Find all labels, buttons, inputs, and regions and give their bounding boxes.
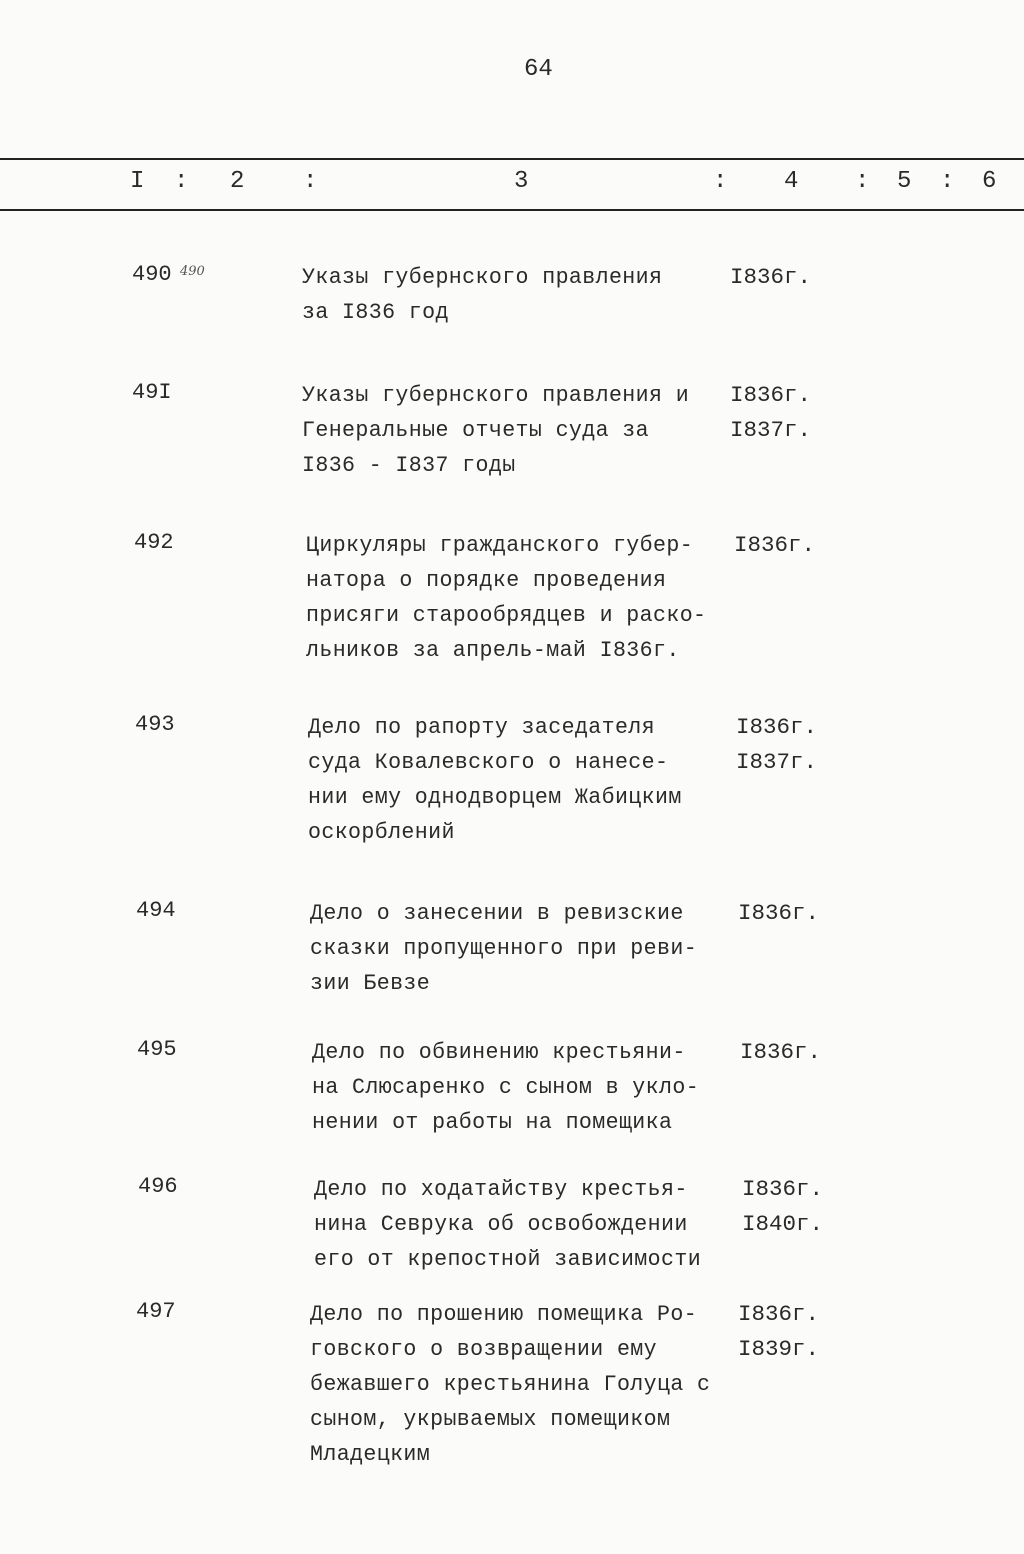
description-line: Генеральные отчеты суда за [302,417,650,443]
column-header-6: 6 [982,168,997,195]
entry-description [314,1174,717,1279]
description-line: на Слюсаренко с сыном в укло- [312,1074,700,1100]
entry-year: I836г. [738,900,820,926]
entry-year: I839г. [738,1336,820,1362]
entry-year: I840г. [742,1211,824,1237]
header-bottom-rule [0,209,1024,211]
entry-dates [734,530,815,565]
description-line: сыном, укрываемых помещиком [310,1406,671,1432]
column-separator: : [303,168,318,195]
description-line: за I836 год [302,299,449,325]
entry-description [302,262,677,332]
entry-description [310,898,713,1003]
entry-description [302,380,705,485]
entry-dates [740,1037,821,1072]
column-header-4: 4 [784,168,799,195]
column-separator: : [713,168,728,195]
description-line: I836 - I837 годы [302,452,516,478]
entry-year: I837г. [736,749,818,775]
description-line: Дело по прошению помещика Ро- [310,1301,698,1327]
description-line: Дело по обвинению крестьяни- [312,1039,686,1065]
description-line: говского о возвращении ему [310,1336,658,1362]
entry-number: 497 [136,1299,176,1324]
description-line: льников за апрель-май I836г. [306,637,680,663]
description-line: бежавшего крестьянина Голуца с [310,1371,711,1397]
entry-number: 492 [134,530,174,555]
entry-number: 493 [135,712,175,737]
entry-number: 49I [132,380,172,405]
column-separator: : [174,168,189,195]
description-line: присяги старообрядцев и раско- [306,602,707,628]
description-line: оскорблений [308,819,455,845]
page-number: 64 [524,56,553,83]
entry-year: I836г. [742,1176,824,1202]
entry-year: I836г. [734,532,816,558]
column-header-1: I [130,168,145,195]
description-line: Младецким [310,1441,431,1467]
entry-dates [738,898,819,933]
entry-dates [730,262,811,297]
entry-description [310,1299,727,1474]
column-header-3: 3 [514,168,529,195]
description-line: его от крепостной зависимости [314,1246,702,1272]
entry-dates [738,1299,819,1369]
description-line: Указы губернского правления [302,264,663,290]
entry-number: 494 [136,898,176,923]
description-line: Дело по рапорту заседателя [308,714,656,740]
entry-number: 495 [137,1037,177,1062]
entry-dates [736,712,817,782]
entry-dates [730,380,811,450]
handwritten-note: 490 [180,264,205,279]
description-line: нина Севрука об освобождении [314,1211,688,1237]
description-line: зии Бевзе [310,970,431,996]
description-line: нении от работы на помещика [312,1109,673,1135]
description-line: Указы губернского правления и [302,382,690,408]
entry-year: I837г. [730,417,812,443]
column-separator: : [855,168,870,195]
entry-description [306,530,723,670]
entry-description [312,1037,715,1142]
column-header-5: 5 [897,168,912,195]
entry-description [308,712,697,852]
header-top-rule [0,158,1024,160]
entry-year: I836г. [730,264,812,290]
entry-number: 496 [138,1174,178,1199]
entry-year: I836г. [730,382,812,408]
description-line: Циркуляры гражданского губер- [306,532,694,558]
entry-year: I836г. [738,1301,820,1327]
description-line: нии ему однодворцем Жабицким [308,784,682,810]
entry-dates [742,1174,823,1244]
description-line: Дело по ходатайству крестья- [314,1176,688,1202]
column-separator: : [940,168,955,195]
entry-year: I836г. [736,714,818,740]
entry-number: 490 [132,262,172,287]
column-header-2: 2 [230,168,245,195]
description-line: сказки пропущенного при реви- [310,935,698,961]
description-line: натора о порядке проведения [306,567,667,593]
description-line: суда Ковалевского о нанесе- [308,749,669,775]
description-line: Дело о занесении в ревизские [310,900,684,926]
entry-year: I836г. [740,1039,822,1065]
